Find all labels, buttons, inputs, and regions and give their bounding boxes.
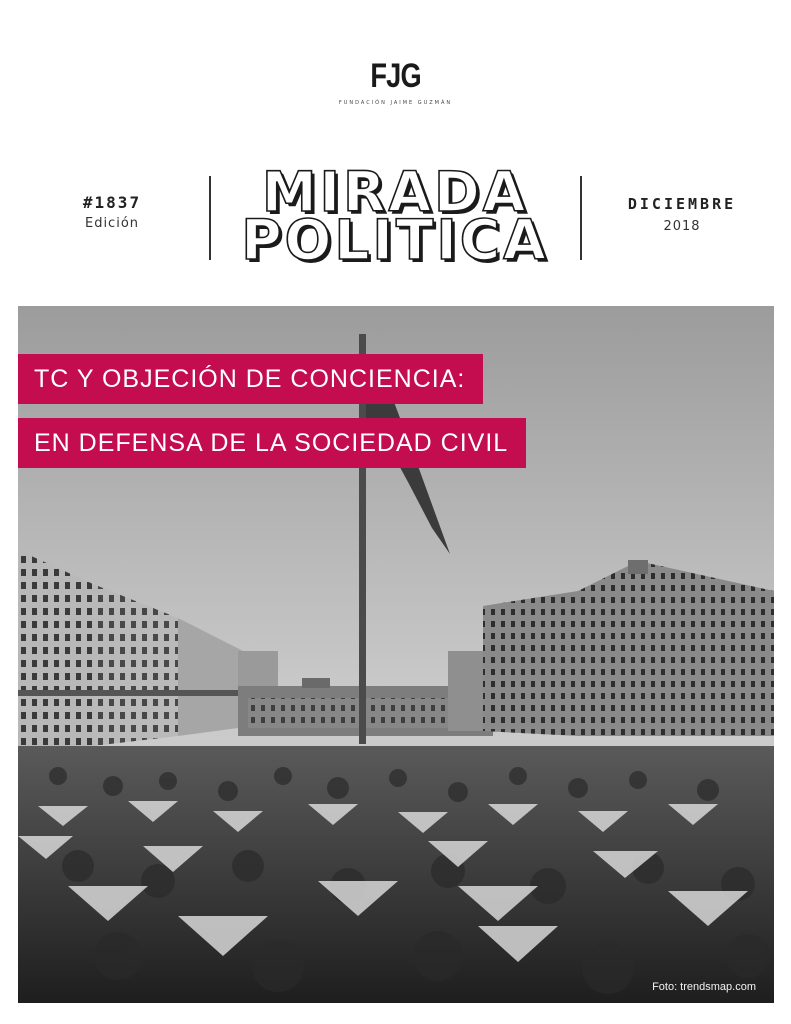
cover-headline-line2: EN DEFENSA DE LA SOCIEDAD CIVIL	[18, 418, 526, 468]
fjg-logo	[0, 58, 791, 106]
issue-year: 2018	[663, 219, 701, 234]
issue-month: DICIEMBRE	[627, 195, 737, 213]
edition-number: #1837	[82, 193, 142, 212]
edition-block	[60, 193, 164, 231]
cover-photo	[18, 306, 774, 1003]
issue-date	[612, 195, 752, 234]
logo-subtitle: FUNDACIÓN JAIME GUZMÁN	[338, 100, 453, 106]
photo-credit: Foto: trendsmap.com	[652, 981, 756, 993]
masthead-divider-right	[580, 176, 582, 260]
magazine-title	[215, 160, 575, 272]
masthead-divider-left	[209, 176, 211, 260]
magazine-title-line1: MIRADA	[261, 160, 529, 224]
edition-label: Edición	[84, 216, 140, 231]
cover-headline-line1: TC Y OBJECIÓN DE CONCIENCIA:	[18, 354, 483, 404]
magazine-title-line2: POLITICA	[241, 208, 549, 272]
crowd-plaza-photo	[18, 306, 774, 1003]
logo-mark: FJG	[370, 57, 421, 95]
